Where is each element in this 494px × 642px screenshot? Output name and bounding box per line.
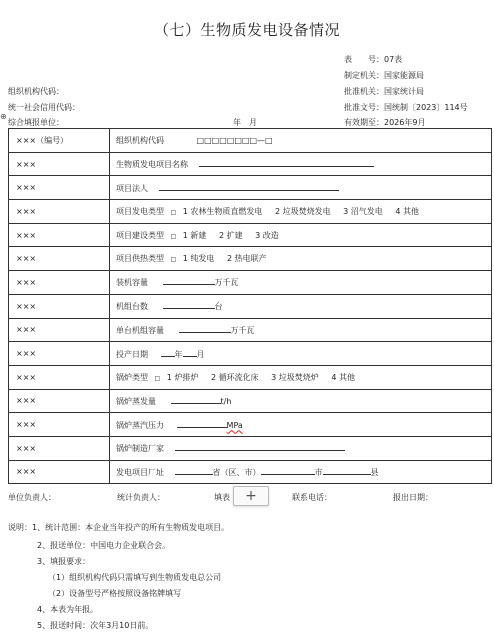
row-key: ××× xyxy=(9,413,110,437)
meta-org-code: 组织机构代码： xyxy=(8,87,64,96)
row-key: ××× xyxy=(9,271,110,295)
unit-label: MPa xyxy=(226,420,243,430)
add-row-button[interactable]: + xyxy=(233,486,269,506)
org-code-boxes[interactable]: □□□□□□□□—□ xyxy=(196,135,273,145)
row-key: ××× xyxy=(9,200,110,224)
option: 4 其他 xyxy=(395,206,419,216)
meta-approving-authority: 批准机关：国家统计局 xyxy=(344,87,424,96)
option: 4 其他 xyxy=(331,372,355,382)
option: 1 新建 xyxy=(182,230,207,240)
footer-unit-head: 单位负责人： xyxy=(8,493,56,502)
row-key: ××× xyxy=(9,152,110,176)
table-row xyxy=(9,247,492,271)
note-line: （1）组织机构代码只需填写到生物质发电总公司 xyxy=(48,573,222,582)
field-label: 项目发电类型 xyxy=(116,206,164,216)
row-key: ××× xyxy=(9,318,110,342)
meta-credit-code: 统一社会信用代码： xyxy=(8,103,80,112)
city-label: 市 xyxy=(314,467,323,477)
field-label: 项目供热类型 xyxy=(116,254,164,264)
row-key: ××× xyxy=(9,342,110,366)
option: 1 纯发电 xyxy=(182,254,215,264)
row-key: ××× xyxy=(9,365,110,389)
year-input[interactable] xyxy=(161,348,175,357)
table-row xyxy=(9,152,492,176)
unit-label: 万千瓦 xyxy=(230,325,255,335)
meta-issuing-authority: 制定机关：国家能源局 xyxy=(344,71,424,80)
boiler-evaporation-input[interactable] xyxy=(171,395,221,404)
note-line: 4、本表为年报。 xyxy=(37,605,99,614)
table-handle-icon[interactable]: ⊕ xyxy=(0,112,7,121)
note-line: 3、填报要求： xyxy=(37,557,91,566)
checkbox-icon[interactable]: □ xyxy=(170,256,177,264)
meta-valid-until: 有效期至：2026年9月 xyxy=(344,118,426,127)
meta-approval-number: 批准文号：国统制〔2023〕114号 xyxy=(344,103,468,112)
option: 2 循环流化床 xyxy=(210,372,259,382)
year-label: 年 xyxy=(174,349,183,359)
unit-label: 万千瓦 xyxy=(214,278,239,288)
table-row xyxy=(9,271,492,295)
option: 2 热电联产 xyxy=(226,254,267,264)
row-key: ××× xyxy=(9,294,110,318)
unit-count-input[interactable] xyxy=(163,300,215,309)
footer-report-date: 报出日期： xyxy=(393,493,433,502)
table-row xyxy=(9,223,492,247)
option: 2 扩建 xyxy=(218,230,243,240)
field-label: 锅炉类型 xyxy=(116,372,148,382)
footer-filler: 填表 xyxy=(214,493,230,502)
option: 3 垃圾焚烧炉 xyxy=(271,372,319,382)
field-label: 项目法人 xyxy=(116,183,148,193)
table-row xyxy=(9,365,492,389)
option: 2 垃圾焚烧发电 xyxy=(274,206,331,216)
field-label: 组织机构代码 xyxy=(116,135,164,145)
table-row xyxy=(9,176,492,200)
table-row xyxy=(9,389,492,413)
row-key: ××× xyxy=(9,460,110,484)
field-label: 单台机组容量 xyxy=(116,325,164,335)
table-row xyxy=(9,342,492,366)
row-key: ××× xyxy=(9,223,110,247)
form-title: （七）生物质发电设备情况 xyxy=(153,21,340,39)
note-line: 5、报送时间：次年3月10日前。 xyxy=(37,621,154,630)
row-key: ××× xyxy=(9,247,110,271)
row-key: ××× xyxy=(9,389,110,413)
note-line: 说明：1、统计范围：本企业当年投产的所有生物质发电项目。 xyxy=(8,523,230,532)
unit-label: 台 xyxy=(214,302,223,312)
county-input[interactable] xyxy=(323,466,371,475)
boiler-pressure-input[interactable] xyxy=(177,419,227,428)
field-label: 投产日期 xyxy=(116,349,148,359)
table-row xyxy=(9,460,492,484)
month-label: 月 xyxy=(196,349,205,359)
meta-reporting-unit: 综合填报单位： xyxy=(8,118,64,127)
option: 3 沼气发电 xyxy=(343,206,383,216)
option: 3 改造 xyxy=(255,230,279,240)
capacity-input[interactable] xyxy=(163,276,215,285)
equipment-form-table xyxy=(8,128,492,484)
footer-stat-head: 统计负责人： xyxy=(117,493,165,502)
row-key: ××× xyxy=(9,436,110,460)
note-line: 2、报送单位：中国电力企业联合会。 xyxy=(37,541,171,550)
checkbox-icon[interactable]: □ xyxy=(170,232,177,240)
table-row xyxy=(9,436,492,460)
meta-form-number: 表 号：07表 xyxy=(344,55,403,64)
field-label: 发电项目厂址 xyxy=(116,467,164,477)
table-row xyxy=(9,129,492,153)
note-line: （2）设备型号严格按照设备铭牌填写 xyxy=(48,589,182,598)
month-input[interactable] xyxy=(183,348,197,357)
table-row xyxy=(9,318,492,342)
row-key: ××× xyxy=(9,176,110,200)
table-row xyxy=(9,413,492,437)
field-label: 生物质发电项目名称 xyxy=(116,160,188,170)
boiler-manufacturer-input[interactable] xyxy=(175,442,345,451)
table-row xyxy=(9,200,492,224)
single-capacity-input[interactable] xyxy=(179,324,231,333)
meta-report-period: 年 月 xyxy=(233,118,257,127)
checkbox-icon[interactable]: □ xyxy=(170,208,177,216)
legal-person-input[interactable] xyxy=(159,182,339,191)
project-name-input[interactable] xyxy=(199,158,374,167)
field-label: 项目建设类型 xyxy=(116,230,164,240)
option: 1 炉排炉 xyxy=(166,372,199,382)
province-input[interactable] xyxy=(175,466,213,475)
option: 1 农林生物质直燃发电 xyxy=(182,206,263,216)
city-input[interactable] xyxy=(261,466,315,475)
province-label: 省（区、市） xyxy=(212,467,261,477)
table-row xyxy=(9,294,492,318)
checkbox-icon[interactable]: □ xyxy=(154,374,161,382)
footer-phone: 联系电话： xyxy=(292,493,332,502)
field-label: 锅炉制造厂家 xyxy=(116,444,164,454)
field-label: 锅炉蒸汽压力 xyxy=(116,420,164,430)
field-label: 锅炉蒸发量 xyxy=(116,396,156,406)
row-key: ×××（编号） xyxy=(9,129,110,153)
field-label: 机组台数 xyxy=(116,302,148,312)
unit-label: t/h xyxy=(220,396,232,406)
county-label: 县 xyxy=(370,467,379,477)
field-label: 装机容量 xyxy=(116,278,148,288)
